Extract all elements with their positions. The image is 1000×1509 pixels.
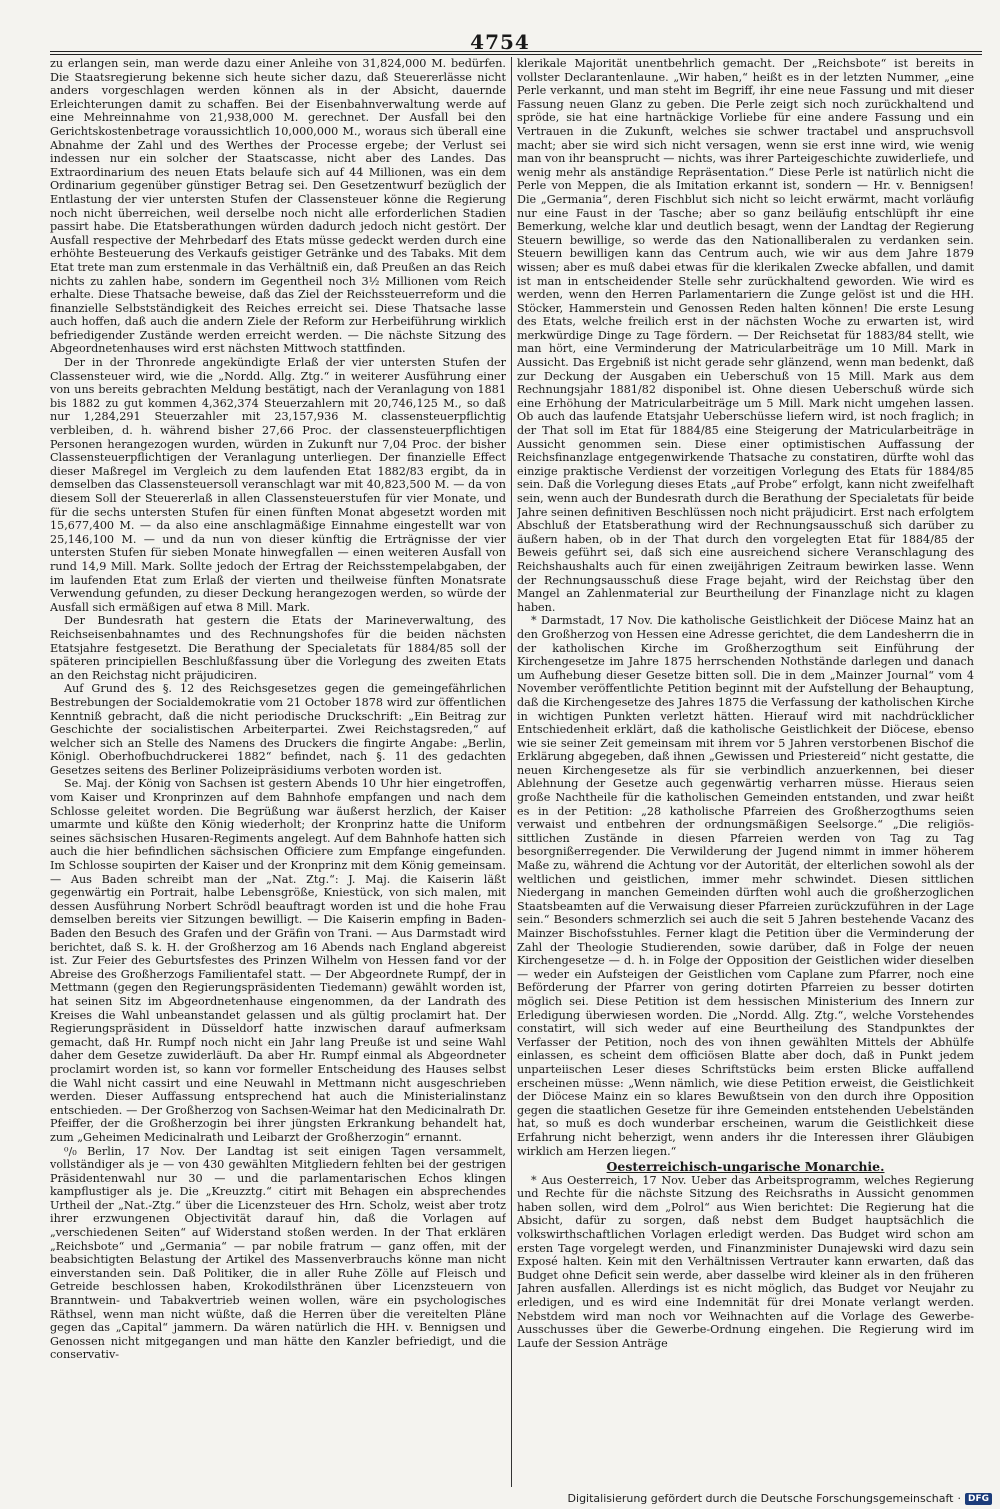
article-paragraph: * Darmstadt, 17 Nov. Die katholische Geistlichkeit der Diöcese Mainz hat an den Großherzog von Hessen eine Adresse gerichtet, die dem Landesherrn die in der katholischen Kirche im Großherzogthum seit Einführung der Kirchengesetze im Jahre 1875 herrschenden Nothstände darlegen und danach um Aufhebung dieser Gesetze bitten soll. Die in dem „Mainzer Journal“ vom 4 November veröffentlichte Petition beginnt mit der Aufstellung der Behauptung, daß die Kirchengesetze des Jahres 1875 die Verfassung der katholischen Kirche in wichtigen Punkten verletzt hätten. Hierauf wird mit nachdrücklicher Entschiedenheit erklärt, daß die katholische Geistlichkeit der Diöcese, ebenso wie sie seiner Zeit gemeinsam mit ihrem vor 5 Jahren verstorbenen Bischof die Erklärung abgegeben, daß ihnen „Gewissen und Priestereid“ nicht gestatte, die neuen Kirchengesetze als für sie verbindlich anzuerkennen, bei dieser Ablehnung der Gesetze auch gegenwärtig verharren müsse. Hieraus seien große Nachtheile für die katholischen Gemeinden entstanden, und zwar heißt es in der Petition: „28 katholische Pfarreien des Großherzogthums seien verwaist und entbehren der ordnungsmäßigen Seelsorge.“ „Die religiös-sittlichen Zustände in diesen Pfarreien werden von Tag zu Tag besorgnißerregender. Die Verwilderung der Jugend nimmt in immer höherem Maße zu, während die Achtung vor der Autorität, der elterlichen sowohl als der weltlichen und geistlichen, immer mehr schwindet. Diesen sittlichen Niedergang in manchen Gemeinden dürften wohl auch die großherzoglichen Staatsbeamten auf die Verwaisung dieser Pfarreien zurückzuführen in der Lage sein.“ Besonders schmerzlich sei auch die seit 5 Jahren bestehende Vacanz des Mainzer Bischofsstuhles. Ferner klagt die Petition über die Verminderung der Zahl der Theologie Studierenden, sowie darüber, daß in Folge der neuen Kirchengesetze — d. h. in Folge der Opposition der Geistlichen wider dieselben — weder ein Aufsteigen der Geistlichen vom Caplane zum Pfarrer, noch eine Beförderung der Pfarrer von gering dotirten Pfarreien zu besser dotirten möglich sei. Diese Petition ist dem hessischen Ministerium des Innern zur Erledigung überwiesen worden. Die „Nordd. Allg. Ztg.“, welche Vorstehendes constatirt, will sich weder auf eine Beurtheilung des Standpunktes der Verfasser der Petition, noch des von ihnen gewählten Mittels der Abhülfe einlassen, es scheint dem officiösen Blatte aber doch, daß in Punkt jedem unparteiischen Leser dieses Schriftstücks beim ersten Blicke auffallend erscheinen müsse: „Wenn nämlich, wie diese Petition erweist, die Geistlichkeit der Diöcese Mainz ein so klares Bewußtsein von den durch ihre Opposition gegen die staatlichen Gesetze für ihre Gemeinden entstehenden Uebelständen hat, so muß es doch wunderbar erscheinen, warum die Geistlichkeit diese Erfahrung nicht beherzigt, wenn anders ihr die Interessen ihrer Gläubigen wirklich am Herzen liegen.“ <box>517 614 974 1158</box>
footer-text: Digitalisierung gefördert durch die Deutsche Forschungsgemeinschaft <box>567 1492 954 1505</box>
article-paragraph: ⁰/₀ Berlin, 17 Nov. Der Landtag ist seit einigen Tagen versammelt, vollständiger als je — von 430 gewählten Mitgliedern fehlten bei der gestrigen Präsidentenwahl nur 30 — und die parlamentarischen Echos klingen kampflustiger als je. Die „Kreuzztg.“ citirt mit Behagen ein absprechendes Urtheil der „Nat.-Ztg.“ über die Licenzsteuer des Hrn. Scholz, weist aber trotz ihrer erzwungenen Objectivität darauf hin, daß die Vorlagen auf „verschiedenen Seiten“ auf Widerstand stoßen werden. In der That erklären „Reichsbote“ und „Germania“ — par nobile fratrum — ganz offen, mit der beabsichtigten Belastung der Artikel des Massenverbrauchs könne man nicht einverstanden sein. Daß Politiker, die in aller Ruhe Zölle auf Fleisch und Getreide beschlossen haben, Krokodilsthränen über Licenzsteuern von Branntwein- und Tabakvertrieb weinen wollen, wäre ein psychologisches Räthsel, wenn man nicht wüßte, daß die Herren über die vereitelten Pläne gegen das „Capital“ jammern. Da wären natürlich die HH. v. Bennigsen und Genossen nicht mitgegangen und man hätte den Kanzler befriedigt, und die conservativ- <box>50 1144 506 1362</box>
column-divider <box>511 57 512 1487</box>
article-paragraph: Se. Maj. der König von Sachsen ist gestern Abends 10 Uhr hier eingetroffen, vom Kaiser und Kronprinzen auf dem Bahnhofe empfangen und nach dem Schlosse geleitet worden. Die Begrüßung war äußerst herzlich, der Kaiser umarmte und küßte den König wiederholt; der Kronprinz hatte die Uniform seines sächsischen Husaren-Regiments angelegt. Auf dem Bahnhofe hatten sich auch die hier befindlichen sächsischen Officiere zum Empfange eingefunden. Im Schlosse soupirten der Kaiser und der Kronprinz mit dem König gemeinsam. — Aus Baden schreibt man der „Nat. Ztg.“: J. Maj. die Kaiserin läßt gegenwärtig ein Portrait, halbe Lebensgröße, Kniestück, von sich malen, mit dessen Ausführung Norbert Schrödl beauftragt worden ist und die hohe Frau demselben bereits vier Sitzungen bewilligt. — Die Kaiserin empfing in Baden-Baden den Besuch des Grafen und der Gräfin von Trani. — Aus Darmstadt wird berichtet, daß S. k. H. der Großherzog am 16 Abends nach England abgereist ist. Zur Feier des Geburtsfestes des Prinzen Wilhelm von Hessen fand vor der Abreise des Großherzogs Familientafel statt. — Der Abgeordnete Rumpf, der in Mettmann (gegen den Regierungspräsidenten Tiedemann) gewählt worden ist, hat seinen Sitz im Abgeordnetenhause eingenommen, da der Landrath des Kreises die Wahl unbeanstandet gelassen und als gültig proclamirt hat. Der Regierungspräsident in Düsseldorf hatte inzwischen darauf aufmerksam gemacht, daß Hr. Rumpf noch nicht ein Jahr lang Preuße ist und seine Wahl daher dem Gesetze zuwiderläuft. Da aber Hr. Rumpf einmal als Abgeordneter proclamirt worden ist, so kann vor formeller Entscheidung des Hauses selbst die Wahl nicht cassirt und eine Neuwahl in Mettmann nicht ausgeschrieben werden. Dieser Auffassung entsprechend hat auch die Ministerialinstanz entschieden. — Der Großherzog von Sachsen-Weimar hat den Medicinalrath Dr. Pfeiffer, der die Großherzogin bei ihrer jüngsten Erkrankung behandelt hat, zum „Geheimen Medicinalrath und Leibarzt der Großherzogin“ ernannt. <box>50 777 506 1144</box>
header-rule-double <box>50 54 982 55</box>
article-paragraph: Der in der Thronrede angekündigte Erlaß der vier untersten Stufen der Classensteuer wird, wie die „Nordd. Allg. Ztg.“ in weiterer Ausführung einer von uns bereits gebrachten Meldung bestätigt, nach der Veranlagung von 1881 bis 1882 zu gut kommen 4,362,374 Steuerzahlern mit 20,746,125 M., so daß nur 1,284,291 Steuerzahler mit 23,157,936 M. classensteuerpflichtig verbleiben, d. h. während bisher 27,66 Proc. der classensteuerpflichtigen Personen herangezogen wurden, würden in Zukunft nur 7,04 Proc. der bisher Classensteuerpflichtigen der Veranlagung unterliegen. Der finanzielle Effect dieser Maßregel im Vergleich zu dem laufenden Etat 1882/83 ergibt, da in demselben das Classensteuersoll veranschlagt war mit 40,823,500 M. — da von diesem Soll der Steuererlaß in allen Classensteuerstufen für vier Monate, und für die sechs untersten Stufen für einen fünften Monat abgesetzt worden mit 15,677,400 M. — da also eine anschlagmäßige Einnahme eingestellt war von 25,146,100 M. — und da nun von dieser künftig die Erträgnisse der vier untersten Stufen für sieben Monate hinwegfallen — einen weiteren Ausfall von rund 14,9 Mill. Mark. Sollte jedoch der Ertrag der Reichsstempelabgaben, der im laufenden Etat zum Erlaß der vierten und theilweise fünften Monatsrate Verwendung gefunden, zu dieser Deckung herangezogen werden, so würde der Ausfall sich ermäßigen auf etwa 8 Mill. Mark. <box>50 356 506 614</box>
article-paragraph: klerikale Majorität unentbehrlich gemacht. Der „Reichsbote“ ist bereits in vollster Declarantenlaune. „Wir haben,“ heißt es in der letzten Nummer, „eine Perle verkannt, und man steht im Begriff, ihr eine neue Fassung und mit dieser Fassung neuen Glanz zu geben. Die Perle zeigt sich noch zurückhaltend und spröde, sie hat eine hartnäckige Vorliebe für eine andere Fassung und ein Vertrauen in die Zukunft, welches sie schwer tractabel und anspruchsvoll macht; aber sie wird sich nicht versagen, wenn sie erst inne wird, wie wenig man von ihr beansprucht — nichts, was ihrer Parteigeschichte zuwiderliefe, und wenig mehr als anständige Repräsentation.“ Diese Perle ist natürlich nicht die Perle von Meppen, die als Imitation erkannt ist, sondern — Hr. v. Bennigsen! Die „Germania“, deren Fischblut sich nicht so leicht erwärmt, macht vorläufig nur eine Faust in der Tasche; aber so ganz beiläufig entschlüpft ihr eine Bemerkung, welche klar und deutlich besagt, wenn der Landtag der Regierung Steuern bewillige, so werde das den Nationalliberalen zu verdanken sein. Steuern bewilligen kann das Centrum auch, wie wir aus dem Jahre 1879 wissen; aber es muß dabei etwas für die klerikalen Zwecke abfallen, und damit ist man in entscheidender Stelle sehr zurückhaltend geworden. Wie wird es werden, wenn den Herren Parlamentariern die Zunge gelöst ist und die HH. Stöcker, Hammerstein und Genossen Reden halten können! Die erste Lesung des Etats, welche freilich erst in der nächsten Woche zu erwarten ist, wird merkwürdige Dinge zu Tage fördern. — Der Reichsetat für 1883/84 stellt, wie man hört, eine Verminderung der Matricularbeiträge um 10 Mill. Mark in Aussicht. Das Ergebniß ist nicht gerade sehr glänzend, wenn man bedenkt, daß zur Deckung der Ausgaben ein Ueberschuß von 15 Mill. Mark aus dem Rechnungsjahr 1881/82 disponibel ist. Ohne diesen Ueberschuß würde sich eine Erhöhung der Matricularbeiträge um 5 Mill. Mark nicht umgehen lassen. Ob auch das laufende Etatsjahr Ueberschüsse liefern wird, ist noch fraglich; in der That soll im Etat für 1884/85 eine Steigerung der Matricularbeiträge in Aussicht genommen sein. Diese einer optimistischen Auffassung der Reichsfinanzlage entgegenwirkende Thatsache zu constatiren, dürfte wohl das einzige praktische Verdienst der vorzeitigen Vorlegung des Etats für 1884/85 sein. Daß die Vorlegung dieses Etats „auf Probe“ erfolgt, kann nicht zweifelhaft sein, wenn auch der Bundesrath durch die Berathung der Specialetats für beide Jahre seinen definitiven Beschlüssen noch nicht präjudicirt. Erst nach erfolgtem Abschluß der Etatsberathung wird der Rechnungsausschuß sich darüber zu äußern haben, ob in der That durch den vorgelegten Etat für 1884/85 der Beweis geführt sei, daß sich eine ausreichend sichere Veranschlagung des Reichshaushalts auch für einen zweijährigen Zeitraum bewirken lasse. Wenn der Rechnungsausschuß diese Frage bejaht, wird der Reichstag über den Mangel an Zahlenmaterial zur Beurtheilung der Finanzlage nicht zu klagen haben. <box>517 57 974 614</box>
right-column <box>517 57 974 1487</box>
article-paragraph: * Aus Oesterreich, 17 Nov. Ueber das Arbeitsprogramm, welches Regierung und Rechte für die nächste Sitzung des Reichsraths in Aussicht genommen haben sollen, wird dem „Polrol“ aus Wien berichtet: Die Regierung hat die Absicht, dafür zu sorgen, daß nebst dem Budget hauptsächlich die volkswirthschaftlichen Vorlagen erledigt werden. Das Budget wird schon am ersten Tage vorgelegt werden, und Finanzminister Dunajewski wird dazu sein Exposé halten. Kein mit den Verhältnissen Vertrauter kann erwarten, daß das Budget ohne Deficit sein werde, aber dasselbe wird kleiner als in den früheren Jahren ausfallen. Allerdings ist es nicht möglich, das Budget vor Neujahr zu erledigen, und es wird eine Indemnität für drei Monate verlangt werden. Nebstdem wird man noch vor Weihnachten auf die Vorlage des Gewerbe-Ausschusses über die Gewerbe-Ordnung eingehen. Die Regierung wird im Laufe der Session Anträge <box>517 1173 974 1350</box>
header-rule <box>50 51 982 52</box>
section-heading: Oesterreichisch-ungarische Monarchie. <box>606 1159 885 1175</box>
dfg-logo-icon: DFG <box>965 1493 992 1505</box>
article-paragraph: Auf Grund des §. 12 des Reichsgesetzes gegen die gemeingefährlichen Bestrebungen der Socialdemokratie vom 21 October 1878 wird zur öffentlichen Kenntniß gebracht, daß die nicht periodische Druckschrift: „Ein Beitrag zur Geschichte der socialistischen Arbeiterpartei. Zwei Reichstagsreden,“ auf welcher sich an Stelle des Namens des Druckers die fingirte Angabe: „Berlin, Königl. Oberhofbuchdruckerei 1882“ befindet, nach §. 11 des gedachten Gesetzes seitens des Berliner Polizeipräsidiums verboten worden ist. <box>50 682 506 777</box>
left-column <box>50 57 506 1487</box>
article-paragraph: Der Bundesrath hat gestern die Etats der Marineverwaltung, des Reichseisenbahnamtes und des Rechnungshofes für die beiden nächsten Etatsjahre festgesetzt. Die Berathung der Specialetats für 1884/85 soll der späteren principiellen Beschlußfassung über die Vorlegung des zweiten Etats an den Reichstag nicht präjudiciren. <box>50 614 506 682</box>
page-number: 4754 <box>470 30 530 54</box>
article-paragraph: zu erlangen sein, man werde dazu einer Anleihe von 31,824,000 M. bedürfen. Die Staatsregierung bekenne sich heute sicher dazu, daß Steuererlässe nicht anders vorgeschlagen werden können als in der Absicht, dauernde Erleichterungen damit zu schaffen. Bei der Eisenbahnverwaltung werde auf eine Mehreinnahme von 21,938,000 M. gerechnet. Der Ausfall bei den Gerichtskostenbetrage voraussichtlich 10,000,000 M., woraus sich überall eine Abnahme der Zahl und des Werthes der Processe ergebe; der Verlust sei indessen nur ein solcher der Staatscasse, nicht aber des Landes. Das Extraordinarium des neuen Etats belaufe sich auf 44 Millionen, was ein dem Ordinarium gegenüber günstiger Betrag sei. Den Gesetzentwurf bezüglich der Entlastung der vier untersten Stufen der Classensteuer könne die Regierung noch nicht überreichen, weil derselbe noch nicht alle erforderlichen Stadien passirt habe. Die Etatsberathungen würden dadurch jedoch nicht gestört. Der Ausfall respective der Mehrbedarf des Etats müsse gedeckt werden durch eine erhöhte Besteuerung des Verkaufs geistiger Getränke und des Tabaks. Mit dem Etat trete man zum erstenmale in das Verhältniß ein, daß Preußen an das Reich nichts zu zahlen habe, sondern im Gegentheil noch 3½ Millionen vom Reich erhalte. Diese Thatsache beweise, daß das Ziel der Reichssteuerreform und die finanzielle Selbstständigkeit des Reiches erreicht sei. Diese Thatsache lasse auch hoffen, daß auch die andern Ziele der Reform zur Herbeiführung wirklich befriedigender Zustände werden erreicht werden. — Die nächste Sitzung des Abgeordnetenhauses wird erst nächsten Mittwoch stattfinden. <box>50 57 506 356</box>
footer: Digitalisierung gefördert durch die Deutsche Forschungsgemeinschaft · DFG <box>568 1492 992 1505</box>
